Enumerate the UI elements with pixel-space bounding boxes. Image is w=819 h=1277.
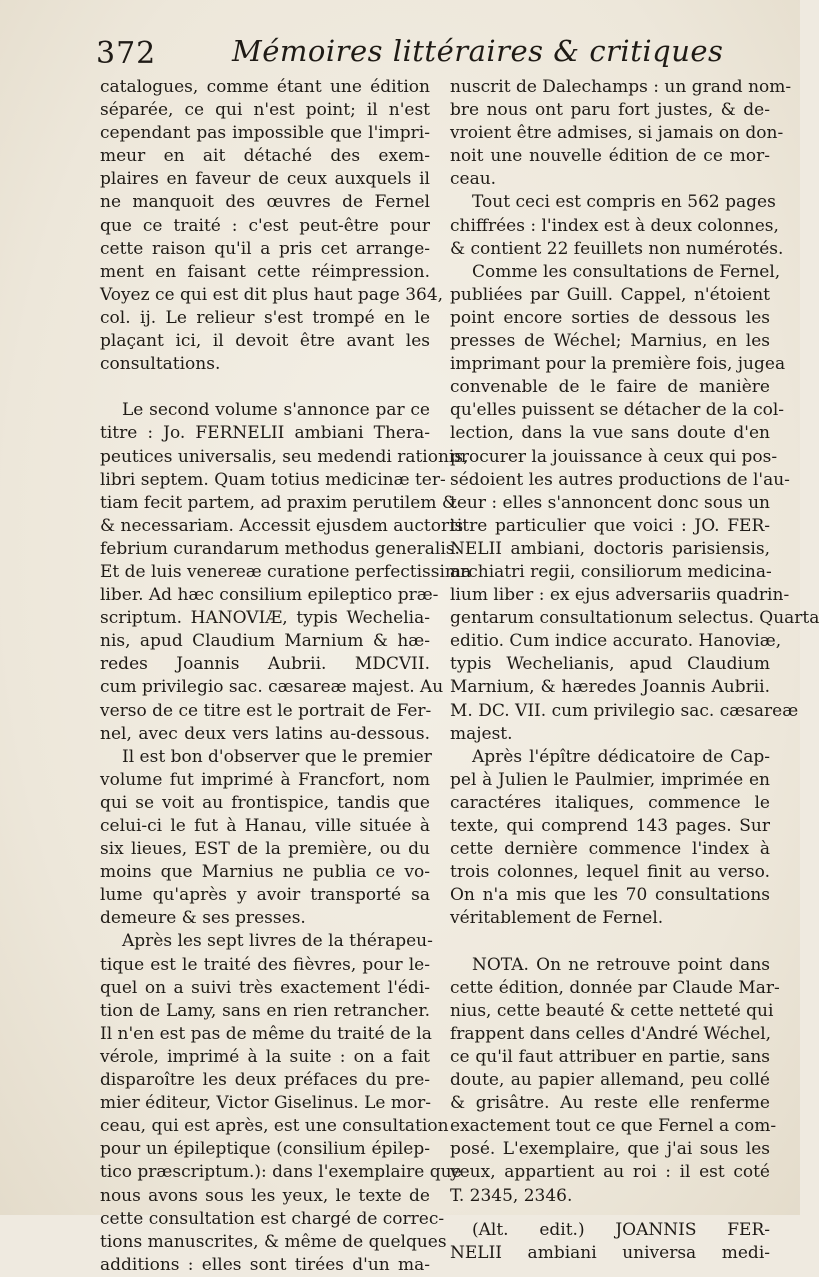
left-column-line: qui se voit au frontispice, tandis que	[100, 792, 430, 813]
left-column-line: Voyez ce qui est dit plus haut page 364,	[100, 284, 444, 305]
right-column-line: On n'a mis que les 70 consultations	[450, 885, 770, 906]
right-column-line: véritablement de Fernel.	[450, 908, 664, 929]
left-column-line: catalogues, comme étant une édition	[100, 77, 430, 97]
right-column-line: lium liber : ex ejus adversariis quadrin-	[450, 585, 790, 606]
right-column-line: cette édition, donnée par Claude Mar-	[450, 977, 780, 998]
right-column-line: bre nous ont paru fort justes, & de-	[450, 100, 770, 121]
right-column-line: archiatri regii, consiliorum medicina-	[450, 561, 772, 582]
left-column-line: cette consultation est chargé de correc-	[100, 1208, 445, 1229]
right-column-line: & grisâtre. Au reste elle renferme	[450, 1093, 770, 1114]
running-title: Mémoires littéraires & critiques	[232, 34, 724, 68]
right-column-line: procurer la jouissance à ceux qui pos-	[450, 446, 778, 467]
right-column-line: NELII ambiani, doctoris parisiensis,	[450, 538, 770, 559]
right-column-line: Comme les consultations de Fernel,	[472, 261, 781, 282]
right-column-line: cette dernière commence l'index à	[450, 839, 770, 860]
left-column-line: cependant pas impossible que l'impri-	[100, 123, 430, 144]
left-column-line: que ce traité : c'est peut-être pour	[100, 215, 430, 236]
right-column-line: pel à Julien le Paulmier, imprimée en	[450, 769, 770, 790]
right-column-line: caractéres italiques, commence le	[450, 792, 770, 813]
right-column-line: nius, cette beauté & cette netteté qui	[450, 1000, 774, 1021]
left-column-line: six lieues, EST de la première, ou du	[100, 839, 430, 860]
page-number: 372	[96, 36, 157, 71]
left-column-line: séparée, ce qui n'est point; il n'est	[100, 100, 430, 121]
right-column-line: majest.	[450, 723, 513, 744]
left-column-line: ment en faisant cette réimpression.	[100, 261, 430, 282]
left-column-line: tiam fecit partem, ad praxim perutilem &	[100, 492, 457, 513]
left-column-line: cum privilegio sac. cæsareæ majest. Au	[100, 677, 444, 698]
left-column-line: demeure & ses presses.	[100, 908, 306, 929]
left-column-line: lume qu'après y avoir transporté sa	[100, 885, 430, 906]
left-column-line: celui-ci le fut à Hanau, ville située à	[100, 816, 430, 836]
right-column-line: Après l'épître dédicatoire de Cap-	[472, 746, 770, 767]
left-column-line: moins que Marnius ne publia ce vo-	[100, 862, 430, 883]
left-column-line: ne manquoit des œuvres de Fernel	[100, 192, 430, 213]
right-column-line: exactement tout ce que Fernel a com-	[450, 1116, 777, 1137]
right-column-line: lection, dans la vue sans doute d'en	[450, 423, 770, 444]
left-column-line: quel on a suivi très exactement l'édi-	[100, 977, 430, 998]
right-column-line: chiffrées : l'index est à deux colonnes,	[450, 215, 779, 236]
right-column-line: typis Wechelianis, apud Claudium	[450, 654, 770, 675]
left-column-line: titre : Jo. FERNELII ambiani Thera-	[100, 423, 430, 444]
left-text-column	[100, 76, 472, 1277]
left-column-line: volume fut imprimé à Francfort, nom	[100, 769, 430, 790]
right-column-line: frappent dans celles d'André Wéchel,	[450, 1023, 772, 1044]
left-column-line: plaires en faveur de ceux auxquels il	[100, 169, 430, 190]
left-column-line: tico præscriptum.): dans l'exemplaire que	[100, 1162, 462, 1183]
right-column-line: noit une nouvelle édition de ce mor-	[450, 146, 770, 167]
right-column-line: texte, qui comprend 143 pages. Sur	[450, 816, 770, 836]
left-column-line: nis, apud Claudium Marnium & hæ-	[100, 631, 430, 652]
right-column-line: titre particulier que voici : JO. FER-	[450, 515, 770, 536]
right-column-line: imprimant pour la première fois, jugea	[450, 354, 786, 375]
right-column-line: & contient 22 feuillets non numérotés.	[450, 238, 784, 259]
left-column-line: peutices universalis, seu medendi rationis,	[100, 446, 469, 467]
right-column-line: sédoient les autres productions de l'au-	[450, 469, 790, 490]
right-column-line: Tout ceci est compris en 562 pages	[472, 192, 776, 213]
left-column-line: redes Joannis Aubrii. MDCVII.	[100, 654, 430, 675]
right-column-line: yeux, appartient au roi : il est coté	[450, 1162, 770, 1183]
right-column-line: doute, au papier allemand, peu collé	[450, 1070, 770, 1091]
right-column-line: posé. L'exemplaire, que j'ai sous les	[450, 1139, 770, 1160]
left-column-line: Il est bon d'observer que le premier	[122, 746, 432, 767]
left-column-line: ceau, qui est après, est une consultation	[100, 1116, 449, 1137]
left-column-line: & necessariam. Accessit ejusdem auctoris	[100, 515, 464, 536]
right-column-line: T. 2345, 2346.	[450, 1185, 573, 1206]
left-column-line: liber. Ad hæc consilium epileptico præ-	[100, 585, 439, 606]
left-column-line: tions manuscrites, & même de quelques	[100, 1231, 447, 1252]
right-column-line: ceau.	[450, 169, 497, 190]
right-column-line: qu'elles puissent se détacher de la col-	[450, 400, 785, 421]
right-column-line: presses de Wéchel; Marnius, en les	[450, 331, 770, 352]
left-column-line: nel, avec deux vers latins au-dessous.	[100, 723, 430, 744]
left-column-line: consultations.	[100, 354, 221, 375]
left-column-line: Le second volume s'annonce par ce	[122, 400, 430, 421]
left-column-line: verso de ce titre est le portrait de Fer-	[100, 700, 432, 721]
right-column-line: point encore sorties de dessous les	[450, 307, 770, 328]
left-column-line: nous avons sous les yeux, le texte de	[100, 1185, 430, 1206]
left-column-line: libri septem. Quam totius medicinæ ter-	[100, 469, 446, 490]
left-column-line: pour un épileptique (consilium épilep-	[100, 1139, 430, 1160]
right-column-line: vroient être admises, si jamais on don-	[450, 123, 784, 144]
left-column-line: febrium curandarum methodus generalis.	[100, 538, 460, 559]
left-column-line: Et de luis venereæ curatione perfectissima	[100, 561, 472, 582]
left-column-line: disparoître les deux préfaces du pre-	[100, 1070, 430, 1091]
right-column-line: convenable de le faire de manière	[450, 377, 770, 398]
right-column-line: gentarum consultationum selectus. Quarta	[450, 608, 819, 629]
right-column-line: teur : elles s'annoncent donc sous un	[450, 492, 770, 513]
left-column-line: cette raison qu'il a pris cet arrange-	[100, 238, 430, 259]
right-column-line: publiées par Guill. Cappel, n'étoient	[450, 284, 770, 305]
right-column-line: NOTA. On ne retrouve point dans	[472, 954, 770, 975]
left-column-line: tique est le traité des fièvres, pour le-	[100, 954, 430, 975]
left-column-line	[100, 376, 430, 399]
left-column-line: scriptum. HANOVIÆ, typis Wecheliа-	[100, 608, 430, 629]
right-column-line: NELII ambiani universa medi-	[450, 1242, 770, 1263]
left-column-line: Après les sept livres de la thérapeu-	[122, 931, 433, 952]
left-column-line: plaçant ici, il devoit être avant les	[100, 331, 430, 352]
right-column-line: Marnium, & hæredes Joannis Aubrii.	[450, 677, 770, 698]
right-column-line: M. DC. VII. cum privilegio sac. cæsareæ	[450, 700, 799, 721]
left-column-line: meur en ait détaché des exem-	[100, 146, 430, 167]
right-column-line: (Alt. edit.) JOANNIS FER-	[472, 1219, 770, 1240]
left-column-line: col. ij. Le relieur s'est trompé en le	[100, 307, 430, 328]
right-text-column	[450, 76, 819, 1265]
right-column-line: editio. Cum indice accurato. Hanoviæ,	[450, 631, 782, 652]
left-column-line: tion de Lamy, sans en rien retrancher.	[100, 1000, 430, 1021]
left-column-line: mier éditeur, Victor Giselinus. Le mor-	[100, 1093, 432, 1114]
right-column-line: trois colonnes, lequel finit au verso.	[450, 862, 770, 883]
right-column-line	[450, 1208, 770, 1219]
right-column-line	[450, 930, 770, 953]
left-column-line: additions : elles sont tirées d'un ma-	[100, 1254, 430, 1275]
right-column-line: nuscrit de Dalechamps : un grand nom-	[450, 77, 792, 97]
page-header	[92, 30, 772, 78]
left-column-line: vérole, imprimé à la suite : on a fait	[100, 1046, 430, 1067]
left-column-line: Il n'en est pas de même du traité de la	[100, 1023, 432, 1044]
right-column-line: ce qu'il faut attribuer en partie, sans	[450, 1046, 770, 1067]
